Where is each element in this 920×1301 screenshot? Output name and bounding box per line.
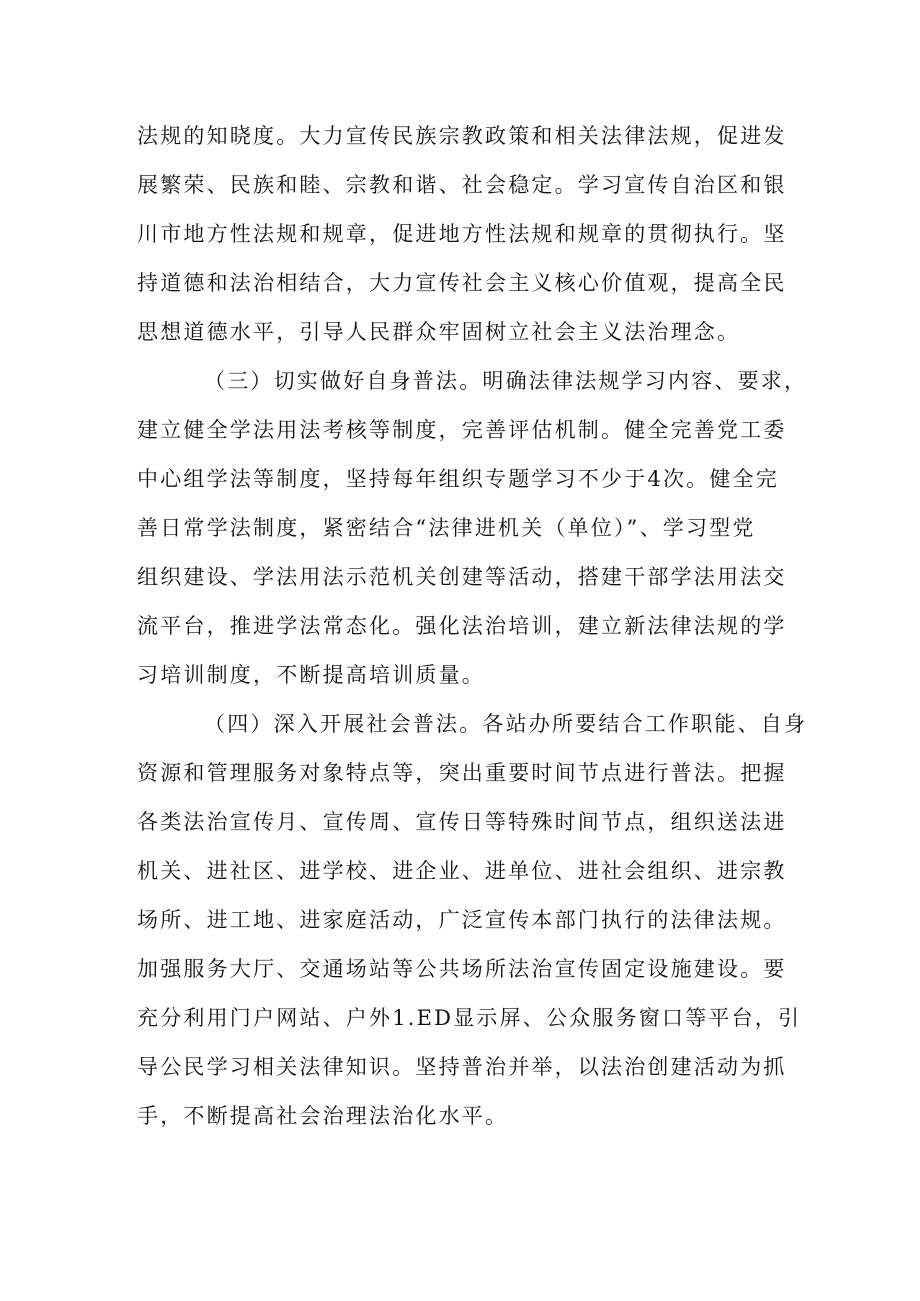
text-line: 资源和管理服务对象特点等，突出重要时间节点进行普法。把握 — [137, 761, 787, 785]
paragraph-2 — [137, 357, 808, 700]
document-body — [137, 112, 808, 1141]
text-line: 展繁荣、民族和睦、宗教和谐、社会稳定。学习宣传自治区和银 — [137, 173, 787, 197]
text-line: 持道德和法治相结合，大力宣传社会主义核心价值观，提高全民 — [137, 271, 787, 295]
text-line: 加强服务大厅、交通场站等公共场所法治宣传固定设施建设。要 — [137, 957, 787, 981]
text-line: 充分利用门户网站、户外1.ED显示屏、公众服务窗口等平台，引 — [137, 1006, 802, 1030]
text-line: 建立健全学法用法考核等制度，完善评估机制。健全完善党工委 — [137, 418, 787, 442]
text-line: 法规的知晓度。大力宣传民族宗教政策和相关法律法规，促进发 — [137, 124, 787, 148]
text-line: 组织建设、学法用法示范机关创建等活动，搭建干部学法用法交 — [137, 565, 787, 589]
text-line: 机关、进社区、进学校、进企业、进单位、进社会组织、进宗教 — [137, 859, 787, 883]
paragraph-3 — [137, 700, 808, 1141]
paragraph-1 — [137, 112, 797, 357]
text-line: 导公民学习相关法律知识。坚持普治并举，以法治创建活动为抓 — [137, 1055, 787, 1079]
text-line: 场所、进工地、进家庭活动，广泛宣传本部门执行的法律法规。 — [137, 908, 787, 932]
text-line: 各类法治宣传月、宣传周、宣传日等特殊时间节点，组织送法进 — [137, 810, 787, 834]
text-line: （三）切实做好自身普法。明确法律法规学习内容、要求， — [204, 369, 808, 393]
text-line: 善日常学法制度，紧密结合“法律进机关（单位）”、学习型党 — [137, 516, 756, 540]
text-line: 中心组学法等制度，坚持每年组织专题学习不少于4次。健全完 — [137, 467, 779, 491]
text-line: 思想道德水平，引导人民群众牢固树立社会主义法治理念。 — [137, 320, 741, 344]
text-line: 流平台，推进学法常态化。强化法治培训，建立新法律法规的学 — [137, 614, 787, 638]
text-line: 川市地方性法规和规章，促进地方性法规和规章的贯彻执行。坚 — [137, 222, 787, 246]
text-line: （四）深入开展社会普法。各站办所要结合工作职能、自身 — [204, 712, 808, 736]
text-line: 习培训制度，不断提高培训质量。 — [137, 663, 485, 687]
text-line: 手，不断提高社会治理法治化水平。 — [137, 1104, 509, 1128]
